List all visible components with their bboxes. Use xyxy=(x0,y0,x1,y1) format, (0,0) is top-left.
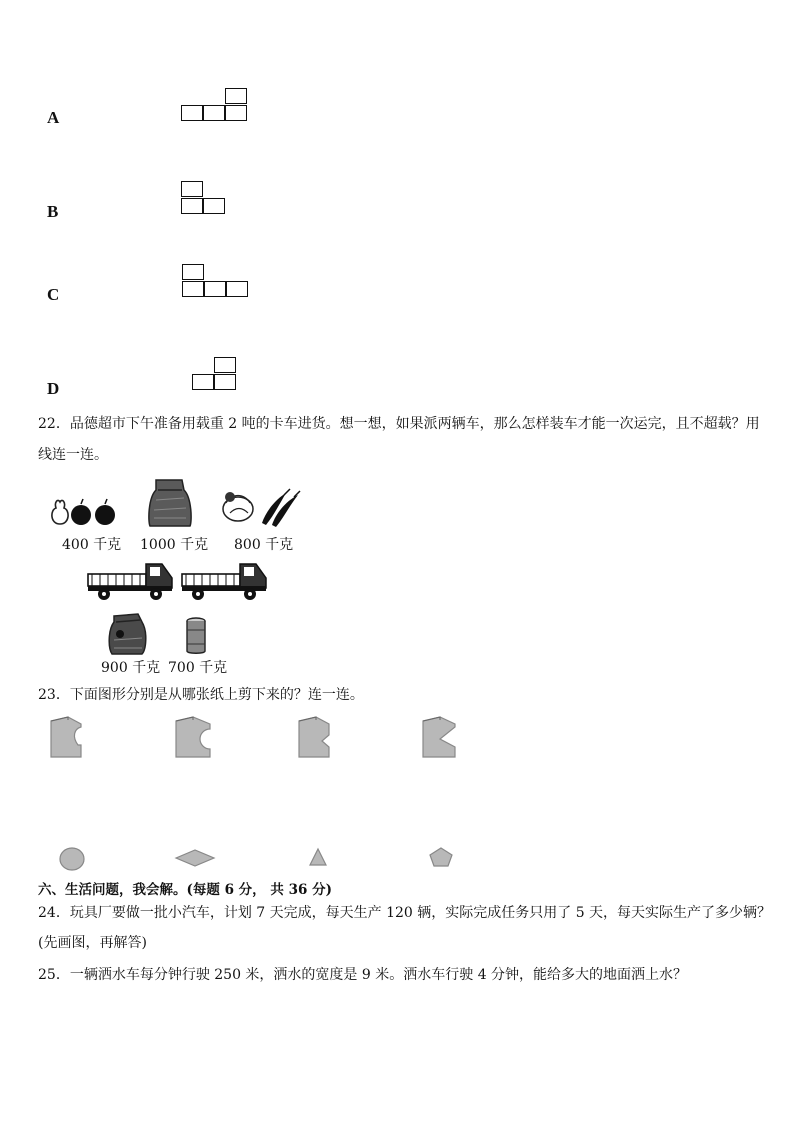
circle-shape-icon[interactable] xyxy=(57,846,87,872)
q22-line1: 22．品德超市下午准备用载重 2 吨的卡车进货。想一想，如果派两辆车，那么怎样装车才能一次运完，且不超载？用 xyxy=(38,416,760,432)
folded-paper-2-icon[interactable] xyxy=(173,715,213,759)
option-c-label: C xyxy=(47,285,60,304)
goods-weight-fruit: 400 千克 xyxy=(62,537,122,553)
option-d-label: D xyxy=(47,379,60,398)
section-6-title: 六、生活问题，我会解。(每题 6 分， 共 36 分) xyxy=(38,882,332,898)
rhombus-shape-icon[interactable] xyxy=(174,848,216,868)
option-a-figure[interactable] xyxy=(181,88,251,124)
q22-line2: 线连一连。 xyxy=(38,447,108,463)
option-b-label: B xyxy=(47,202,59,221)
goods-weight-sack: 1000 千克 xyxy=(140,537,209,553)
option-b-figure[interactable] xyxy=(181,181,227,217)
fruit-icon[interactable] xyxy=(48,494,120,528)
option-a-label: A xyxy=(47,108,60,127)
folded-paper-3-icon[interactable] xyxy=(296,715,334,759)
q24-line1: 24．玩具厂要做一批小汽车，计划 7 天完成，每天生产 120 辆，实际完成任务只用了 5 天，每天实际生产了多少辆？ xyxy=(38,905,772,921)
truck-2-icon[interactable] xyxy=(180,558,268,602)
q23-text: 23．下面图形分别是从哪张纸上剪下来的？连一连。 xyxy=(38,687,364,703)
triangle-shape-icon[interactable] xyxy=(307,846,329,868)
folded-paper-1-icon[interactable] xyxy=(48,715,84,759)
vegetables-icon[interactable] xyxy=(220,487,302,527)
bag-icon[interactable] xyxy=(106,612,148,656)
option-d-figure[interactable] xyxy=(192,357,238,393)
folded-paper-4-icon[interactable] xyxy=(420,715,460,759)
goods-weight-vegetables: 800 千克 xyxy=(234,537,294,553)
can-icon[interactable] xyxy=(184,616,208,656)
option-c-figure[interactable] xyxy=(182,264,252,300)
q25-text: 25．一辆洒水车每分钟行驶 250 米，洒水的宽度是 9 米。洒水车行驶 4 分钟，能给多大的地面洒上水？ xyxy=(38,967,688,983)
goods-weight-bag: 900 千克 xyxy=(101,660,161,676)
q24-line2: (先画图，再解答) xyxy=(38,935,147,951)
goods-weight-can: 700 千克 xyxy=(168,660,228,676)
truck-1-icon[interactable] xyxy=(86,558,174,602)
sack-icon[interactable] xyxy=(146,478,194,528)
pentagon-shape-icon[interactable] xyxy=(428,846,454,868)
